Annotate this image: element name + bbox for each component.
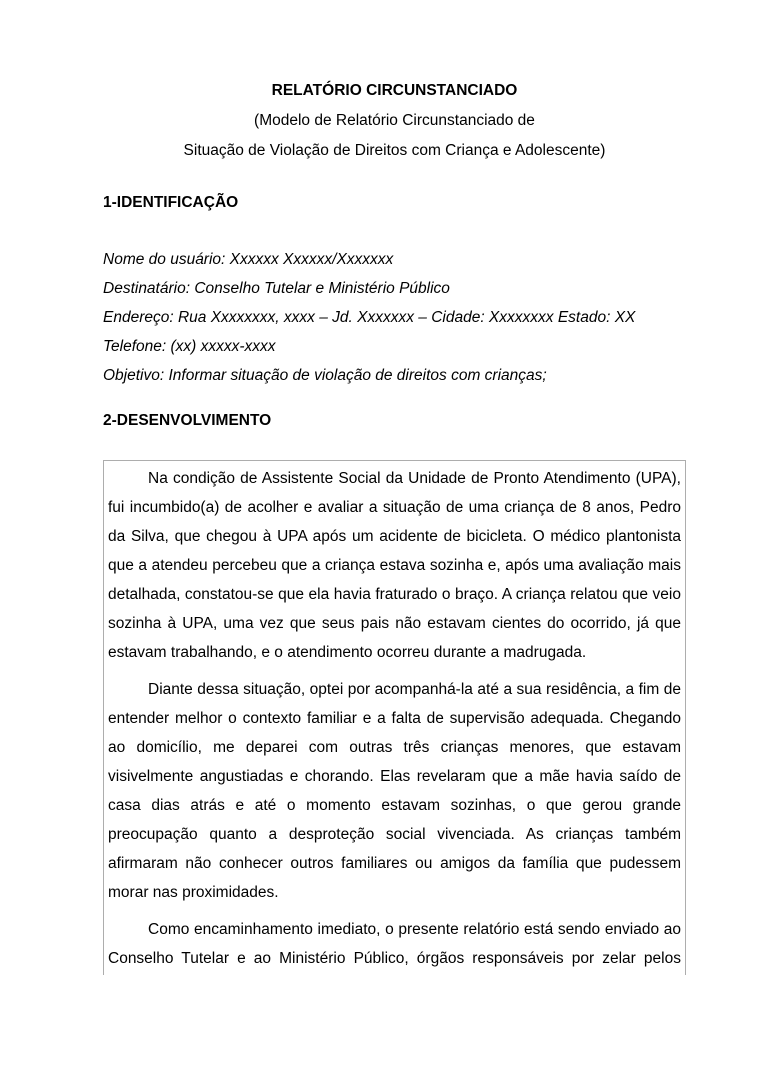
identification-fields	[103, 245, 686, 390]
document-subtitle-line2: Situação de Violação de Direitos com Criança e Adolescente)	[183, 142, 606, 159]
field-telefone: Telefone: (xx) xxxxx-xxxx	[103, 338, 276, 355]
field-nome-do-usuario: Nome do usuário: Xxxxxx Xxxxxx/Xxxxxxx	[103, 251, 394, 268]
field-destinatario: Destinatário: Conselho Tutelar e Ministério Público	[103, 280, 450, 297]
report-paragraph-1: Na condição de Assistente Social da Unidade de Pronto Atendimento (UPA), fui incumbido(a) de acolher e avaliar a situação de uma criança de 8 anos, Pedro da Silva, que chegou à UPA após um acidente de bicicleta. O médico plantonista que a atendeu percebeu que a criança estava sozinha e, após uma avaliação mais detalhada, constatou-se que ela havia fraturado o braço. A criança relatou que veio sozinha à UPA, uma vez que seus pais não estavam cientes do ocorrido, já que estavam trabalhando, e o atendimento ocorreu durante a madrugada.	[108, 470, 681, 661]
report-paragraph-3-clipped: Como encaminhamento imediato, o presente relatório está sendo enviado ao Conselho Tutelar e ao Ministério Público, órgãos responsáveis por zelar pelos	[108, 921, 681, 967]
document-subtitle-line1: (Modelo de Relatório Circunstanciado de	[254, 112, 535, 129]
field-endereco: Endereço: Rua Xxxxxxxx, xxxx – Jd. Xxxxxxx – Cidade: Xxxxxxxx Estado: XX	[103, 309, 636, 326]
report-paragraph-2: Diante dessa situação, optei por acompanhá-la até a sua residência, a fim de entender melhor o contexto familiar e a falta de supervisão adequada. Chegando ao domicílio, me deparei com outras três crianças menores, que estavam visivelmente angustiadas e chorando. Elas revelaram que a mãe havia saído de casa dias atrás e até o momento estavam sozinhas, o que gerou grande preocupação quanto a desproteção social vivenciada. As crianças também afirmaram não conhecer outros familiares ou amigos da família que pudessem morar nas proximidades.	[108, 681, 681, 901]
document-header	[103, 76, 686, 166]
section-2-development-heading: 2-DESENVOLVIMENTO	[103, 412, 272, 429]
document-title: RELATÓRIO CIRCUNSTANCIADO	[271, 82, 518, 99]
field-objetivo: Objetivo: Informar situação de violação de direitos com crianças;	[103, 367, 547, 384]
section-1-identification-heading: 1-IDENTIFICAÇÃO	[103, 194, 239, 211]
report-body-box	[103, 460, 686, 975]
